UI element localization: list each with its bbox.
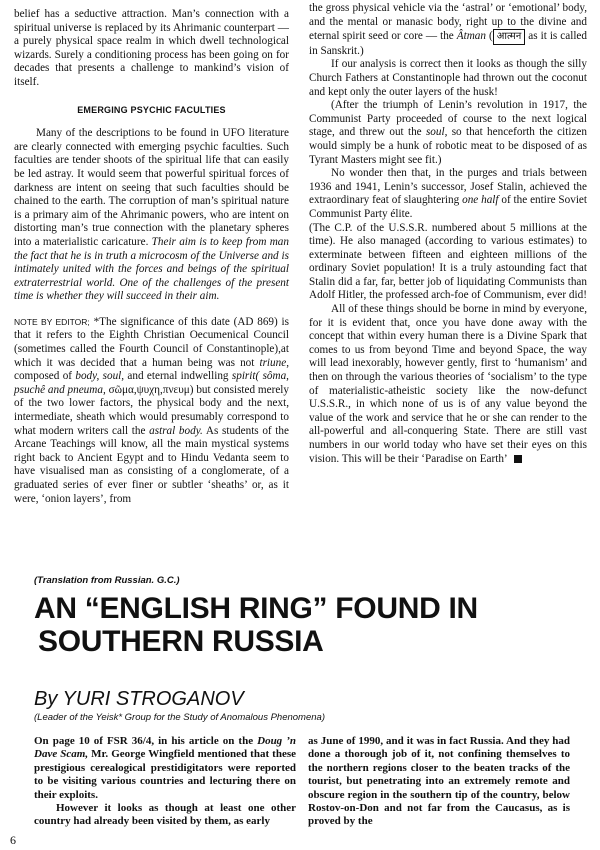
paragraph-text: (After the triumph of Lenin’s revolution in 1917, the Communist Party proceeded of course to the next logical stage, and threw out the: [309, 99, 587, 139]
paragraph-text: On page 10 of FSR 36/4, in his article on the: [34, 735, 258, 747]
section-subheading: EMERGING PSYCHIC FACULTIES: [77, 104, 226, 115]
paragraph-text: No wonder then that, in the purges and trials between 1936 and 1941, Lenin’s successor, Josef Stalin, achieved the extraordinary feat of slaughtering: [309, 167, 587, 207]
paragraph: However it looks as though at least one other country had already been visited by them, as early: [34, 802, 296, 828]
sanskrit-word: आत्मन: [493, 29, 526, 45]
paragraph: (The C.P. of the U.S.S.R. numbered about 5 millions at the time). He also managed (according to various estimates) to exterminate between fifteen and eighteen millions of the ordinary Soviet population! It is a truly astounding fact that Stalin did a far, far, better job of liquidating Communists than Adolf Hitler, the professed arch-foe of Communism, ever did!: [309, 221, 587, 302]
italic-text: soul,: [425, 126, 448, 139]
paragraph-text: as it is called in Sanskrit.): [309, 30, 587, 57]
paragraph: If our analysis is correct then it looks as though the silly Church Fathers at Constantinople had thrown out the coconut and kept only the outer layers of the husk!: [309, 58, 587, 98]
right-column-top: [309, 2, 587, 466]
paragraph: [309, 303, 587, 466]
paragraph: the gross physical vehicle via the ‘astral’ or ‘emotional’ body, and the mental or manasic body, right up to the divine and eternal spirit seed or core — the Âtman ( आत्मन as it is called in Sanskrit.): [309, 2, 587, 57]
left-column-top: [14, 8, 289, 506]
article-headline: [34, 592, 594, 658]
headline-line: SOUTHERN RUSSIA: [38, 625, 324, 658]
note-text: *The significance of this date (AD 869) is that it refers to the Eighth Christian Oecumenical Council (sometimes called the Fourth Council of Constantinople),at which it was decided that a human being was not: [14, 315, 289, 369]
italic-text: Their aim is to keep from man the fact that he is in truth a microcosm of the Universe and is intimately united with the forces and beings of the spiritual extraterrestrial world. One of the challenges of the present time is whether they will succeed in their aim.: [14, 235, 289, 303]
paragraph: as June of 1990, and it was in fact Russia. And they had done a thorough job of it, not confining themselves to the northern regions closer to the beaten tracks of the tourist, but penetrating into an extremely remote and obscure region in the southern tip of the country, below Rostov-on-Don and not far from the Caucasus, as is proved by the: [308, 735, 570, 828]
byline: By YURI STROGANOV: [34, 688, 244, 710]
italic-text: Doug ’n Dave Scam,: [34, 735, 296, 761]
note-italic: astral body.: [149, 424, 203, 437]
paragraph: [34, 735, 296, 802]
note-text: but consisted merely of the two lower factors, the physical body and the next, intermediate, sheath which would presumably correspond to what modern writers call the: [14, 383, 289, 437]
paragraph-text: so that henceforth the citizen would simply be a hunk of robotic meat to be disposed of as Tyrant Masters might see fit.): [309, 126, 587, 166]
paragraph-text: of the entire Soviet Communist Party élite.: [309, 194, 587, 220]
note-italic: spirit( sôma, psuchê and pneuma,: [14, 370, 289, 396]
italic-text: one half: [462, 194, 499, 207]
paragraph: [309, 99, 587, 167]
paragraph: [309, 167, 587, 221]
note-text: As students of the Arcane Teachings will know, all the main mystical systems right back to Ancient Egypt and to Hindu Vedanta seem to have visualised man as consisting of a conglomerate, of a graduated series of ever finer or subtler ‘sheaths’ or, as it were, ‘onion layers’, from: [14, 424, 289, 505]
paragraph: belief has a seductive attraction. Man’s connection with a spiritual universe is replaced by its Ahrimanic counterpart — a purely physical space realm in which dwell technological wizards. Surely a conditioning process has been going on for decades that presents a challenge to mankind’s vision of itself.: [14, 8, 289, 88]
note-italic: triune: [259, 356, 287, 369]
translation-note: (Translation from Russian. G.C.): [34, 575, 180, 586]
paragraph-text: All of these things should be borne in mind by everyone, for it is evident that, once you have done away with the concept that within every human there is a Divine Spark that comes to us from beyond Time and beyond Space, the way will lead inexorably, however gently, first to ‘humanism’ and then on through the various theories of ‘socialism’ to the type of materialistic-atheistic society like the now-defunct U.S.S.R., in which none of us is of any value beyond the value of the work and service that he or she can render to the all-powerful and all-conquering State. There are still vast numbers in our world today who have set their eyes on this vision. This will be their ‘Paradise on Earth’: [309, 303, 587, 465]
greek-text: σῶμα,ψυχη,πνευμ): [105, 383, 197, 396]
note-text: , composed of: [14, 356, 289, 383]
editor-note: [14, 316, 289, 506]
article-column-right: [308, 735, 570, 829]
note-label: NOTE BY EDITOR;: [14, 316, 90, 327]
note-italic: body, soul,: [75, 370, 125, 383]
paragraph-text: Mr. George Wingfield mentioned that these prestigious cerealogical prestidigitators were reported to be visiting various countries and lecturing there on their exploits.: [34, 748, 297, 801]
paragraph-text: the gross physical vehicle via the ‘astral’ or ‘emotional’ body, and the mental or manasic body, right up to the divine and eternal spirit seed or core — the: [309, 2, 587, 43]
paragraph-text: Many of the descriptions to be found in UFO literature are clearly connected with emerging psychic faculties. Such faculties are tender shoots of the spiritual life that can easily be led astray. It would seem that powerful spiritual forces of darkness are intent on seeing that such faculties should be chained to the earth. The corruption of man’s spiritual nature is a primary aim of the Ahrimanic powers, who are intent on distorting man’s true connection with the planetary spheres into a materialistic caricature.: [14, 127, 289, 248]
article-column-left: [34, 735, 296, 829]
headline-line: AN “ENGLISH RING” FOUND IN: [34, 592, 478, 625]
page-number: 6: [10, 833, 16, 847]
author-affiliation: (Leader of the Yeisk* Group for the Study of Anomalous Phenomena): [34, 712, 325, 723]
end-of-article-mark: [514, 455, 522, 463]
note-text: and eternal indwelling: [124, 370, 232, 383]
paragraph: [14, 127, 289, 304]
italic-text: Âtman: [456, 30, 486, 43]
